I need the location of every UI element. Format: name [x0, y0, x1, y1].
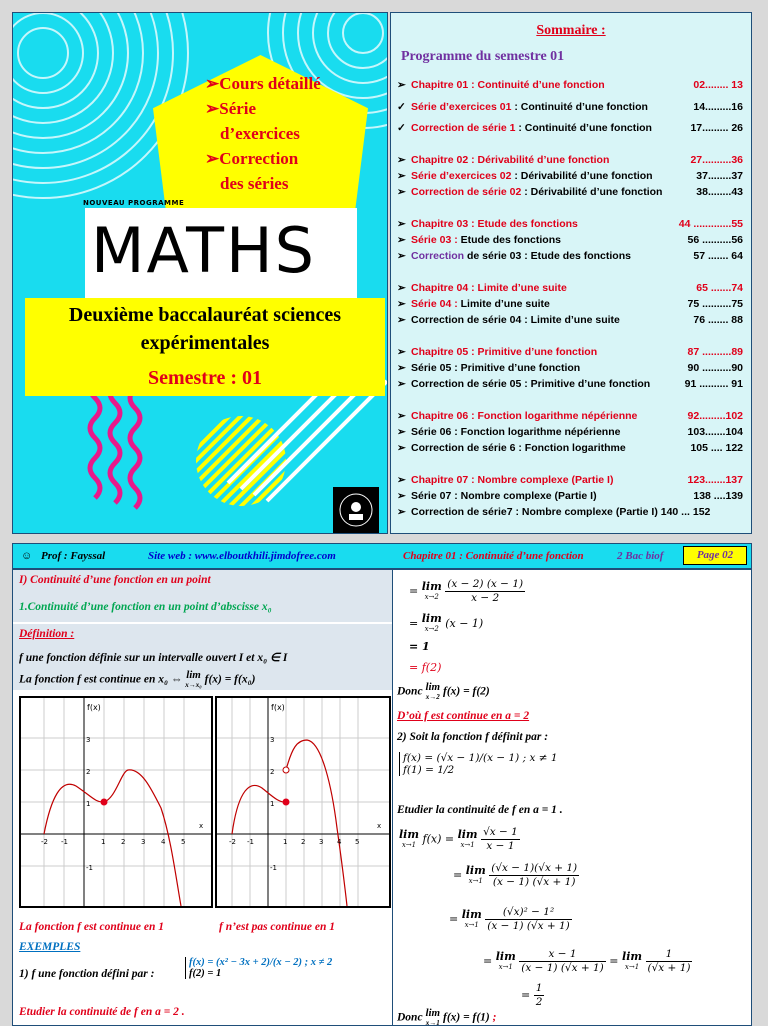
svg-text:3: 3: [270, 736, 275, 744]
graph-discontinuous-plot: [217, 698, 389, 906]
toc-row-pages: 14.........16: [693, 101, 743, 113]
toc-row-lead: Correction de série 02: [411, 186, 522, 198]
toc-row[interactable]: [397, 282, 749, 295]
arrow-bullet-icon: ➢: [397, 490, 406, 502]
calc2-line4: = lim x→1 $\frac{x - 1}{(x - 1) (√x + 1)}$ = lim x→1 $\frac{1}{(√x + 1)}$: [483, 948, 691, 974]
svg-text:-2: -2: [229, 838, 236, 846]
toc-row[interactable]: [397, 362, 749, 375]
toc-row[interactable]: [397, 442, 749, 455]
toc-row-pages: 44 .............55: [678, 218, 743, 230]
calc2-line5: = $\frac{1}{2}$: [521, 982, 543, 1008]
toc-row-pages: 87 ..........89: [687, 346, 743, 358]
toc-row-pages: 17......... 26: [690, 122, 743, 134]
toc-row[interactable]: [397, 378, 749, 391]
toc-row-lead: Chapitre 06 : Fonction logarithme népérienne: [411, 410, 638, 422]
toc-row-lead: Chapitre 07 : Nombre complexe (Partie I): [411, 474, 614, 486]
calc2-line3: = lim x→1 $\frac{\text{(√x)² − 1²}}{(x - 1) (√x + 1)}$: [449, 906, 570, 932]
svg-text:x: x: [377, 822, 382, 830]
prof-icon: ☺: [21, 550, 33, 562]
examples-title: EXEMPLES: [19, 941, 81, 953]
svg-text:2: 2: [121, 838, 126, 846]
book-cover: [12, 12, 388, 534]
arrow-bullet-icon: ➢: [397, 410, 406, 422]
toc-row[interactable]: [397, 506, 749, 519]
svg-text:-2: -2: [41, 838, 48, 846]
toc-row-pages: 76 ....... 88: [693, 314, 743, 326]
calc-line1: = lim x→2 $\frac{(x - 2) (x - 1)}{x - 2}$: [409, 578, 524, 604]
cover-bullet-serie-2: d’exercices: [220, 124, 300, 143]
example1-system: f(x) = (x² − 3x + 2)/(x − 2) ; x ≠ 2 f(2) = 1: [185, 957, 332, 979]
svg-text:-1: -1: [86, 864, 93, 872]
graph-discontinuous: [215, 696, 391, 908]
arrow-bullet-icon: ➢: [397, 506, 406, 518]
calc-line2: = lim x→2 (x − 1): [409, 612, 484, 633]
toc-row[interactable]: [397, 490, 749, 503]
toc-row[interactable]: [397, 122, 749, 135]
arrow-bullet-icon: ➢: [397, 79, 406, 91]
toc-row-label: : Dérivabilité d’une fonction: [511, 170, 653, 182]
toc-row[interactable]: [397, 234, 749, 247]
toc-row[interactable]: [397, 154, 749, 167]
toc-row[interactable]: [397, 218, 749, 231]
svg-text:1: 1: [86, 800, 91, 808]
toc-row-label: : Continuité d’une fonction: [511, 101, 648, 113]
arrow-bullet-icon: ➢: [397, 234, 406, 246]
toc-row-label: Série 06 : Fonction logarithme népérienne: [411, 426, 621, 438]
arrow-bullet-icon: ➢: [397, 474, 406, 486]
header-chapter: Chapitre 01 : Continuité d’une fonction: [403, 550, 584, 562]
toc-row-pages: 56 ..........56: [687, 234, 743, 246]
check-icon: ✓: [397, 122, 406, 134]
toc-row[interactable]: [397, 346, 749, 359]
toc-row-label: Correction de série 6 : Fonction logarithme: [411, 442, 626, 454]
calc-line3: = 1: [409, 640, 430, 653]
toc-row-label: Limite d’une suite: [457, 298, 550, 310]
caption-continuous: La fonction f est continue en 1: [19, 921, 165, 933]
toc-row[interactable]: [397, 410, 749, 423]
header-site[interactable]: Site web : www.elboutkhili.jimdofree.com: [148, 550, 336, 562]
graph-continuous-plot: [21, 698, 211, 906]
toc-row-label: Correction de série 04 : Limite d’une suite: [411, 314, 620, 326]
toc-row[interactable]: [397, 79, 749, 92]
arrow-bullet-icon: ➢: [397, 346, 406, 358]
svg-text:4: 4: [161, 838, 166, 846]
calc2-line2: = lim x→1 $\frac{(√x - 1)(√x + 1)}{(x - 1) (√x + 1)}$: [453, 862, 578, 888]
course-page: [12, 543, 752, 1026]
example2-task: Etudier la continuité de f en a = 1 .: [397, 804, 563, 816]
toc-row-pages: 91 .......... 91: [684, 378, 743, 390]
conclusion1: D’où f est continue en a = 2: [397, 710, 530, 722]
toc-row-lead: Chapitre 03 : Etude des fonctions: [411, 218, 578, 230]
svg-text:2: 2: [270, 768, 275, 776]
toc-row-label: : Dérivabilité d’une fonction: [521, 186, 663, 198]
arrow-bullet-icon: ➢: [397, 298, 406, 310]
toc-row-pages: 38........43: [696, 186, 743, 198]
column-divider: [392, 570, 393, 1025]
arrow-bullet-icon: ➢: [397, 442, 406, 454]
svg-text:f(x): f(x): [87, 703, 101, 712]
calc-line4: = f(2): [409, 661, 442, 674]
toc-row-lead: Série d’exercices 01: [411, 101, 512, 113]
toc-row-label: de série 03 : Etude des fonctions: [464, 250, 631, 262]
svg-text:2: 2: [301, 838, 306, 846]
toc-row[interactable]: [397, 170, 749, 183]
section-title: I) Continuité d’une fonction en un point: [19, 574, 211, 586]
cover-title: Deuxième baccalauréat sciences expérimentales: [68, 304, 342, 354]
author-badge: [333, 487, 379, 533]
check-icon: ✓: [397, 101, 406, 113]
svg-text:x: x: [199, 822, 204, 830]
cover-bullet-correction-2: des séries: [220, 174, 289, 193]
svg-text:-1: -1: [247, 838, 254, 846]
arrow-bullet-icon: ➢: [397, 282, 406, 294]
toc-row-pages: 37........37: [696, 170, 743, 182]
arrow-bullet-icon: ➢: [397, 170, 406, 182]
toc-row-lead: Série d’exercices 02: [411, 170, 512, 182]
arrow-bullet-icon: ➢: [397, 362, 406, 374]
toc-row-pages: 65 .......74: [696, 282, 743, 294]
toc-programme: Programme du semestre 01: [401, 49, 565, 64]
toc-row[interactable]: [397, 250, 749, 263]
table-of-contents: [390, 12, 752, 534]
logo-program-label: NOUVEAU PROGRAMME: [83, 199, 185, 207]
arrow-bullet-icon: ➢: [397, 378, 406, 390]
svg-text:1: 1: [283, 838, 288, 846]
toc-row-pages: 103.......104: [687, 426, 743, 438]
toc-row-pages: 75 ..........75: [687, 298, 743, 310]
example1-task: Etudier la continuité de f en a = 2 .: [19, 1006, 185, 1018]
author-badge-icon: [333, 487, 379, 533]
svg-text:5: 5: [181, 838, 186, 846]
toc-row-lead: Chapitre 02 : Dérivabilité d’une fonction: [411, 154, 610, 166]
header-prof: Prof : Fayssal: [41, 550, 106, 562]
toc-row-lead: Série 04 :: [411, 298, 458, 310]
toc-row-pages: 90 ..........90: [687, 362, 743, 374]
arrow-bullet-icon: ➢: [397, 314, 406, 326]
toc-row-lead: Correction de série 1: [411, 122, 516, 134]
cover-semester: Semestre : 01: [147, 367, 263, 389]
toc-row[interactable]: [397, 186, 749, 199]
graph-continuous: [19, 696, 213, 908]
maths-logo: MATHS: [91, 214, 316, 287]
arrow-bullet-icon: ➢: [397, 186, 406, 198]
cover-bullet-serie: ➢Série: [205, 99, 257, 118]
toc-row[interactable]: [397, 298, 749, 311]
cover-bullet-correction: ➢Correction: [205, 149, 299, 168]
svg-text:1: 1: [101, 838, 106, 846]
toc-row-pages: 105 .... 122: [690, 442, 743, 454]
toc-row-lead: Correction: [411, 250, 465, 262]
toc-row-pages: 138 ....139: [693, 490, 743, 502]
example2-system: f(x) = (√x − 1)/(x − 1) ; x ≠ 1 f(1) = 1/2: [399, 752, 558, 776]
toc-row-lead: Série 03 :: [411, 234, 458, 246]
svg-text:1: 1: [270, 800, 275, 808]
caption-discontinuous: f n’est pas continue en 1: [219, 921, 335, 933]
toc-row-lead: Chapitre 05 : Primitive d’une fonction: [411, 346, 598, 358]
toc-row-pages: 57 ....... 64: [693, 250, 743, 262]
cover-bullet-cours: ➢Cours détaillé: [205, 74, 321, 93]
toc-row-label: Correction de série7 : Nombre complexe (Partie I) 140 ... 152: [411, 506, 711, 518]
arrow-bullet-icon: ➢: [397, 154, 406, 166]
svg-text:5: 5: [355, 838, 360, 846]
page-number: Page 02: [683, 546, 747, 565]
svg-text:2: 2: [86, 768, 91, 776]
toc-row-pages: 02........ 13: [693, 79, 743, 91]
svg-text:3: 3: [86, 736, 91, 744]
toc-row-pages: 92.........102: [687, 410, 743, 422]
toc-title: Sommaire :: [536, 23, 606, 38]
toc-row[interactable]: [397, 426, 749, 439]
definition-title: Définition :: [19, 628, 75, 640]
svg-text:3: 3: [319, 838, 324, 846]
example1-intro: 1) f une fonction défini par :: [19, 968, 155, 980]
toc-row-lead: Chapitre 04 : Limite d’une suite: [411, 282, 567, 294]
subsection-title: 1.Continuité d’une fonction en un point d’abscisse x₀: [19, 601, 272, 613]
header-level: 2 Bac biof: [617, 550, 664, 562]
svg-text:f(x): f(x): [271, 703, 285, 712]
toc-row-pages: 123.......137: [687, 474, 743, 486]
donc-line2: Donc lim x→1 f(x) = f(1) ;: [397, 1007, 497, 1026]
toc-row-pages: 27..........36: [690, 154, 743, 166]
definition-line2: La fonction f est continue en x₀ ⇔ lim x→x₀ f(x) = f(x₀): [19, 669, 256, 689]
toc-row[interactable]: [397, 474, 749, 487]
example2-intro: 2) Soit la fonction f définit par :: [397, 731, 549, 743]
svg-text:-1: -1: [270, 864, 277, 872]
toc-row-label: Série 05 : Primitive d’une fonction: [411, 362, 581, 374]
toc-row-label: Etude des fonctions: [457, 234, 561, 246]
arrow-bullet-icon: ➢: [397, 426, 406, 438]
toc-row[interactable]: [397, 101, 749, 114]
arrow-bullet-icon: ➢: [397, 218, 406, 230]
page-header: [13, 544, 751, 570]
definition-line1: f une fonction définie sur un intervalle ouvert I et x₀ ∈ I: [19, 652, 288, 664]
calc2-line1: lim x→1 f(x) = lim x→1 $\frac{√x - 1}{x - 1}$: [399, 826, 518, 852]
donc-line1: Donc lim x→2 f(x) = f(2): [397, 681, 490, 701]
toc-row-lead: Chapitre 01 : Continuité d’une fonction: [411, 79, 605, 91]
arrow-bullet-icon: ➢: [397, 250, 406, 262]
svg-text:4: 4: [337, 838, 342, 846]
toc-row-label: Série 07 : Nombre complexe (Partie I): [411, 490, 597, 502]
toc-row-label: : Continuité d’une fonction: [515, 122, 652, 134]
svg-text:3: 3: [141, 838, 146, 846]
svg-text:-1: -1: [61, 838, 68, 846]
toc-row[interactable]: [397, 314, 749, 327]
toc-row-label: Correction de série 05 : Primitive d’une fonction: [411, 378, 651, 390]
